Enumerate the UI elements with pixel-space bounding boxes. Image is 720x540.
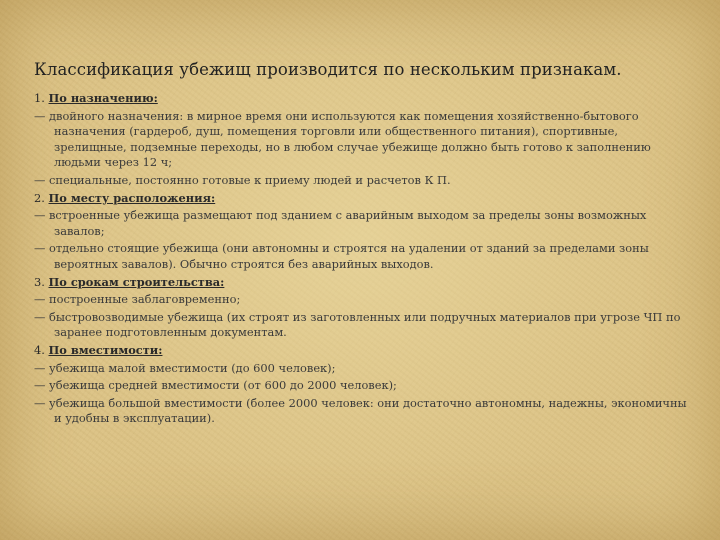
list-item: — убежища большой вместимости (более 2000 человек: они достаточно автономны, надежны, экономичны и удобны в эксплуатации). bbox=[34, 395, 687, 426]
list-item: — убежища малой вместимости (до 600 человек); bbox=[34, 360, 336, 375]
list-item: — двойного назначения: в мирное время они используются как помещения хозяйственно-бытового назначения (гардероб, душ, помещения торговли или общественного питания), спортивные, зрелищные, подземные переходы, но в любом случае убежище должно быть готово к заполнению людьми через 12 ч; bbox=[34, 108, 651, 170]
section-label: По срокам строительства: bbox=[48, 274, 225, 289]
slide-content bbox=[34, 60, 690, 429]
section-label: По месту расположения: bbox=[48, 190, 216, 205]
section-heading-purpose bbox=[34, 91, 690, 107]
list-item: — быстровозводимые убежища (их строят из заготовленных или подручных материалов при угрозе ЧП по заранее подготовленным документам. bbox=[34, 309, 681, 340]
section-heading-construction-time bbox=[34, 275, 690, 291]
section-number: 2. bbox=[34, 190, 45, 205]
list-item: — отдельно стоящие убежища (они автономны и строятся на удалении от зданий за пределами зоны вероятных завалов). Обычно строятся без аварийных выходов. bbox=[34, 241, 649, 271]
section-heading-location bbox=[34, 191, 690, 207]
section-number: 4. bbox=[34, 342, 45, 357]
section-label: По вместимости: bbox=[48, 342, 163, 357]
list-item: — встроенные убежища размещают под зданием с аварийным выходом за пределы зоны возможных завалов; bbox=[34, 208, 647, 238]
section-number: 3. bbox=[34, 274, 45, 289]
slide-title: Классификация убежищ производится по нескольким признакам. bbox=[34, 60, 622, 79]
list-item: — убежища средней вместимости (от 600 до 2000 человек); bbox=[34, 378, 397, 393]
slide-body bbox=[34, 91, 690, 427]
section-number: 1. bbox=[34, 91, 45, 105]
list-item: — специальные, постоянно готовые к приему людей и расчетов К П. bbox=[34, 172, 451, 187]
section-heading-capacity bbox=[34, 343, 690, 359]
list-item: — построенные заблаговременно; bbox=[34, 292, 241, 307]
section-label: По назначению: bbox=[48, 91, 158, 105]
